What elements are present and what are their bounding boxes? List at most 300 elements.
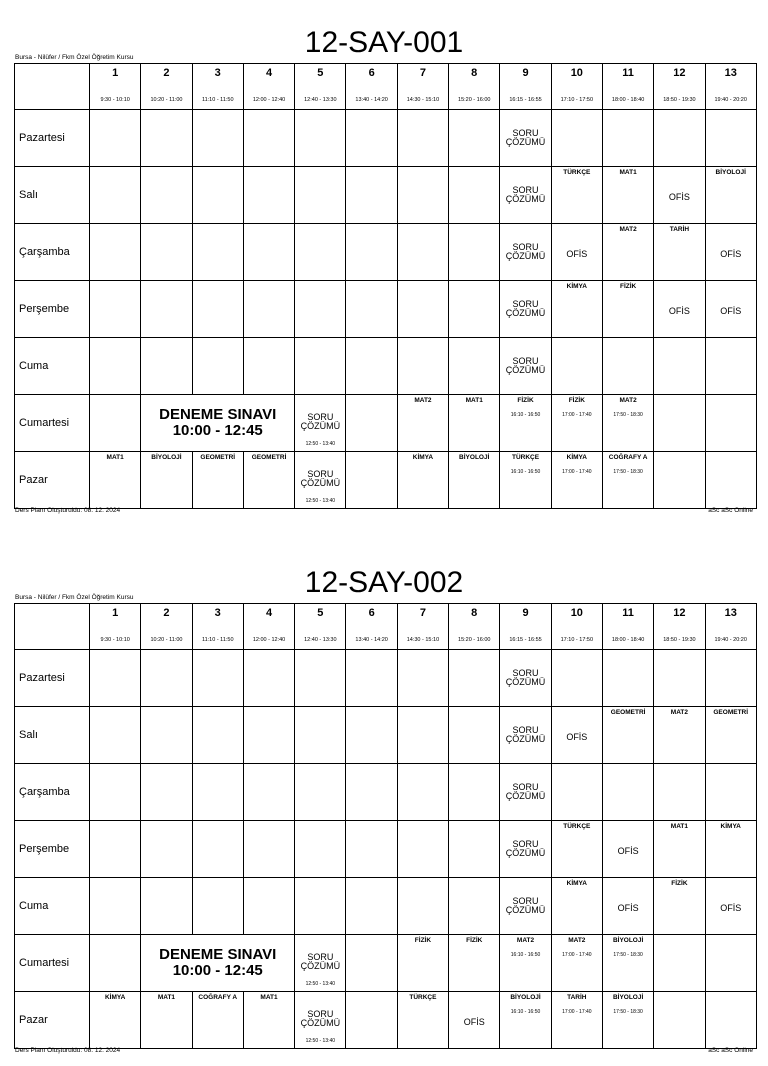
lesson-cell	[654, 878, 705, 935]
lesson-cell	[602, 281, 653, 338]
period-time: 13:40 - 14:20	[355, 637, 388, 643]
lesson-cell	[141, 992, 192, 1049]
soru-line2: ÇÖZÜMÜ	[300, 1018, 341, 1028]
day-row	[15, 707, 757, 764]
question-solving-label	[500, 243, 550, 261]
question-solving-label	[295, 470, 345, 488]
day-row	[15, 650, 757, 707]
day-label: Cuma	[15, 338, 90, 395]
period-number: 8	[471, 67, 478, 79]
lesson-cell	[346, 707, 397, 764]
period-time: 12:40 - 13:30	[304, 637, 337, 643]
lesson-cell	[346, 110, 397, 167]
period-header-row	[15, 604, 757, 650]
lesson-cell	[551, 452, 602, 509]
lesson-cell	[654, 395, 705, 452]
period-time: 10:20 - 11:00	[150, 97, 183, 103]
subject-label: KİMYA	[104, 994, 126, 1001]
period-number: 1	[112, 67, 119, 79]
period-header	[90, 64, 141, 110]
subject-time: 17:50 - 18:30	[613, 952, 643, 958]
lesson-cell	[192, 281, 243, 338]
period-number: 7	[419, 67, 426, 79]
period-number: 7	[419, 607, 426, 619]
lesson-cell	[243, 338, 294, 395]
lesson-cell	[295, 992, 346, 1049]
period-header	[500, 604, 551, 650]
period-time: 18:00 - 18:40	[611, 97, 645, 103]
question-solving-label	[295, 1010, 345, 1028]
period-header-row	[15, 64, 757, 110]
soru-line1: SORU	[512, 356, 539, 366]
lesson-cell	[500, 281, 551, 338]
lesson-cell	[449, 110, 500, 167]
period-header	[654, 604, 705, 650]
subject-label: MAT2	[568, 937, 586, 944]
office-label: OFİS	[463, 1017, 485, 1027]
soru-line1: SORU	[512, 725, 539, 735]
lesson-cell	[90, 878, 141, 935]
soru-line1: SORU	[307, 1009, 334, 1019]
office-label: OFİS	[720, 306, 742, 316]
subject-label: MAT1	[106, 454, 124, 461]
lesson-cell	[141, 224, 192, 281]
lesson-cell	[90, 935, 141, 992]
lesson-cell	[192, 992, 243, 1049]
lesson-cell	[500, 935, 551, 992]
day-label: Çarşamba	[15, 224, 90, 281]
subject-time: 17:50 - 18:30	[613, 412, 643, 418]
subject-label: KİMYA	[412, 454, 434, 461]
lesson-cell	[397, 452, 448, 509]
lesson-cell	[654, 707, 705, 764]
period-time: 15:20 - 16:00	[458, 97, 491, 103]
footer-created: Ders Planı Oluşturuldu: 08. 12. 2024	[15, 1047, 121, 1054]
day-row	[15, 764, 757, 821]
lesson-cell	[243, 224, 294, 281]
lesson-cell	[602, 992, 653, 1049]
subject-label: BİYOLOJİ	[151, 454, 182, 461]
lesson-cell	[346, 650, 397, 707]
lesson-cell	[295, 167, 346, 224]
period-number: 13	[724, 607, 737, 619]
office-label: OFİS	[668, 192, 690, 202]
period-time: 14:30 - 15:10	[406, 637, 440, 643]
lesson-cell	[500, 395, 551, 452]
lesson-cell	[654, 338, 705, 395]
subject-label: COĞRAFY A	[608, 454, 648, 461]
lesson-cell	[654, 935, 705, 992]
lesson-cell	[243, 821, 294, 878]
soru-line2: ÇÖZÜMÜ	[300, 961, 341, 971]
subject-label: BİYOLOJİ	[510, 994, 541, 1001]
subject-label: KİMYA	[720, 823, 741, 830]
period-number: 10	[570, 67, 583, 79]
lesson-cell	[602, 650, 653, 707]
lesson-cell	[705, 821, 756, 878]
exam-title: DENEME SINAVI	[159, 406, 277, 423]
lesson-cell	[90, 452, 141, 509]
period-header	[346, 604, 397, 650]
question-solving-label	[500, 300, 550, 318]
period-time: 12:00 - 12:40	[252, 97, 286, 103]
lesson-cell	[551, 764, 602, 821]
day-row	[15, 338, 757, 395]
lesson-cell	[449, 395, 500, 452]
lesson-cell	[192, 110, 243, 167]
lesson-cell	[192, 167, 243, 224]
soru-line2: ÇÖZÜMÜ	[505, 677, 546, 687]
lesson-cell	[397, 281, 448, 338]
organization-label: Bursa - Nilüfer / Fkm Özel Öğretim Kursu	[15, 594, 134, 601]
period-number: 3	[214, 607, 221, 619]
period-number: 6	[368, 607, 375, 619]
period-number: 9	[522, 607, 529, 619]
lesson-cell	[141, 650, 192, 707]
exam-title: DENEME SINAVI	[159, 946, 277, 963]
question-solving-label	[500, 783, 550, 801]
lesson-cell	[346, 821, 397, 878]
lesson-cell	[705, 650, 756, 707]
day-row	[15, 395, 757, 452]
period-time: 17:10 - 17:50	[560, 97, 594, 103]
day-row	[15, 935, 757, 992]
question-solving-label	[500, 129, 550, 147]
subject-label: MAT2	[619, 226, 637, 233]
soru-line1: SORU	[512, 896, 539, 906]
period-number: 1	[112, 607, 119, 619]
lesson-cell	[243, 992, 294, 1049]
office-label: OFİS	[668, 306, 690, 316]
period-header	[654, 64, 705, 110]
period-number: 12	[673, 67, 686, 79]
lesson-cell	[654, 650, 705, 707]
soru-line1: SORU	[307, 412, 334, 422]
exam-block	[141, 935, 295, 992]
lesson-cell	[346, 167, 397, 224]
lesson-cell	[295, 650, 346, 707]
subject-label: TÜRKÇE	[409, 994, 437, 1001]
subject-label: FİZİK	[619, 283, 637, 290]
soru-line1: SORU	[512, 128, 539, 138]
subject-label: BİYOLOJİ	[612, 994, 644, 1001]
lesson-cell	[500, 224, 551, 281]
lesson-cell	[397, 110, 448, 167]
question-solving-label	[500, 357, 550, 375]
question-solving-time: 12:50 - 13:40	[305, 981, 336, 987]
period-header	[397, 604, 448, 650]
lesson-cell	[141, 110, 192, 167]
lesson-cell	[141, 707, 192, 764]
period-header	[449, 604, 500, 650]
lesson-cell	[449, 764, 500, 821]
subject-time: 16:10 - 16:50	[510, 952, 541, 958]
lesson-cell	[551, 395, 602, 452]
subject-time: 16:10 - 16:50	[510, 412, 541, 418]
period-header	[551, 64, 602, 110]
lesson-cell	[654, 281, 705, 338]
period-number: 8	[471, 607, 478, 619]
lesson-cell	[602, 935, 653, 992]
lesson-cell	[551, 650, 602, 707]
lesson-cell	[295, 338, 346, 395]
office-label: OFİS	[720, 249, 742, 259]
lesson-cell	[346, 878, 397, 935]
lesson-cell	[602, 821, 653, 878]
soru-line2: ÇÖZÜMÜ	[505, 194, 546, 204]
lesson-cell	[551, 878, 602, 935]
lesson-cell	[141, 452, 192, 509]
soru-line2: ÇÖZÜMÜ	[505, 791, 546, 801]
footer-brand: aSc aSc Online	[708, 507, 753, 514]
lesson-cell	[654, 821, 705, 878]
soru-line1: SORU	[512, 242, 539, 252]
subject-label: GEOMETRİ	[713, 709, 749, 716]
subject-time: 17:00 - 17:40	[562, 412, 592, 418]
lesson-cell	[295, 707, 346, 764]
lesson-cell	[551, 707, 602, 764]
lesson-cell	[90, 821, 141, 878]
timetable-grid	[14, 63, 757, 509]
subject-label: FİZİK	[517, 397, 534, 404]
lesson-cell	[551, 110, 602, 167]
subject-label: TÜRKÇE	[563, 823, 591, 830]
lesson-cell	[705, 935, 756, 992]
lesson-cell	[243, 281, 294, 338]
subject-label: KİMYA	[566, 880, 587, 887]
lesson-cell	[500, 707, 551, 764]
period-number: 2	[163, 67, 170, 79]
lesson-cell	[500, 650, 551, 707]
footer-brand: aSc aSc Online	[708, 1047, 753, 1054]
subject-label: FİZİK	[414, 937, 432, 944]
period-time: 9:30 - 10:10	[100, 637, 130, 643]
lesson-cell	[295, 764, 346, 821]
exam-block	[141, 395, 295, 452]
lesson-cell	[295, 878, 346, 935]
timetable-section	[0, 566, 768, 1066]
period-header	[192, 64, 243, 110]
day-row	[15, 878, 757, 935]
day-label: Pazar	[15, 992, 90, 1049]
soru-line1: SORU	[307, 952, 334, 962]
lesson-cell	[295, 821, 346, 878]
lesson-cell	[90, 167, 141, 224]
lesson-cell	[90, 650, 141, 707]
day-label: Cumartesi	[15, 395, 90, 452]
day-label: Çarşamba	[15, 764, 90, 821]
lesson-cell	[295, 281, 346, 338]
timetable-title: 12-SAY-001	[304, 26, 464, 59]
subject-label: MAT2	[670, 709, 689, 716]
lesson-cell	[192, 821, 243, 878]
day-row	[15, 167, 757, 224]
period-time: 12:40 - 13:30	[304, 97, 337, 103]
lesson-cell	[654, 764, 705, 821]
timetable-section	[0, 26, 768, 526]
lesson-cell	[500, 764, 551, 821]
soru-line2: ÇÖZÜMÜ	[505, 365, 546, 375]
lesson-cell	[500, 110, 551, 167]
office-label: OFİS	[617, 903, 639, 913]
lesson-cell	[654, 452, 705, 509]
subject-label: COĞRAFY A	[198, 994, 238, 1001]
soru-line1: SORU	[512, 839, 539, 849]
subject-time: 17:50 - 18:30	[613, 469, 643, 475]
period-time: 9:30 - 10:10	[100, 97, 130, 103]
soru-line1: SORU	[307, 469, 334, 479]
lesson-cell	[243, 452, 294, 509]
lesson-cell	[295, 935, 346, 992]
lesson-cell	[449, 935, 500, 992]
subject-label: TÜRKÇE	[563, 169, 591, 176]
period-header	[397, 64, 448, 110]
lesson-cell	[295, 452, 346, 509]
question-solving-label	[295, 953, 345, 971]
soru-line1: SORU	[512, 782, 539, 792]
subject-label: BİYOLOJİ	[612, 937, 644, 944]
lesson-cell	[397, 764, 448, 821]
question-solving-label	[500, 669, 550, 687]
lesson-cell	[602, 707, 653, 764]
question-solving-label	[500, 840, 550, 858]
subject-label: MAT1	[260, 994, 278, 1001]
lesson-cell	[602, 395, 653, 452]
subject-label: MAT1	[619, 169, 637, 176]
lesson-cell	[141, 821, 192, 878]
subject-label: GEOMETRİ	[610, 709, 646, 716]
lesson-cell	[449, 281, 500, 338]
subject-label: GEOMETRİ	[251, 454, 287, 461]
lesson-cell	[90, 992, 141, 1049]
period-number: 2	[163, 607, 170, 619]
period-number: 5	[317, 607, 324, 619]
lesson-cell	[449, 338, 500, 395]
lesson-cell	[551, 821, 602, 878]
period-time: 19:40 - 20:20	[714, 97, 747, 103]
period-header	[192, 604, 243, 650]
lesson-cell	[346, 935, 397, 992]
subject-label: FİZİK	[466, 937, 483, 944]
lesson-cell	[500, 992, 551, 1049]
subject-time: 17:00 - 17:40	[562, 952, 592, 958]
period-header	[602, 604, 653, 650]
exam-time: 10:00 - 12:45	[172, 422, 263, 439]
period-number: 10	[570, 607, 583, 619]
lesson-cell	[705, 224, 756, 281]
lesson-cell	[705, 167, 756, 224]
lesson-cell	[192, 650, 243, 707]
lesson-cell	[705, 338, 756, 395]
lesson-cell	[243, 707, 294, 764]
period-number: 3	[214, 67, 221, 79]
soru-line2: ÇÖZÜMÜ	[505, 137, 546, 147]
office-label: OFİS	[566, 732, 588, 742]
day-row	[15, 452, 757, 509]
period-header	[295, 64, 346, 110]
lesson-cell	[90, 281, 141, 338]
lesson-cell	[397, 935, 448, 992]
lesson-cell	[602, 338, 653, 395]
lesson-cell	[551, 224, 602, 281]
period-number: 4	[265, 67, 273, 79]
office-label: OFİS	[617, 846, 639, 856]
lesson-cell	[192, 764, 243, 821]
lesson-cell	[346, 764, 397, 821]
lesson-cell	[705, 110, 756, 167]
period-time: 18:00 - 18:40	[611, 637, 645, 643]
organization-label: Bursa - Nilüfer / Fkm Özel Öğretim Kursu	[15, 54, 134, 61]
soru-line2: ÇÖZÜMÜ	[505, 848, 546, 858]
footer-created: Ders Planı Oluşturuldu: 08. 12. 2024	[15, 507, 121, 514]
day-label: Pazartesi	[15, 650, 90, 707]
lesson-cell	[90, 707, 141, 764]
lesson-cell	[243, 764, 294, 821]
period-number: 9	[522, 67, 529, 79]
day-label: Pazar	[15, 452, 90, 509]
lesson-cell	[500, 452, 551, 509]
period-time: 17:10 - 17:50	[560, 637, 594, 643]
question-solving-label	[500, 726, 550, 744]
subject-label: TÜRKÇE	[511, 454, 540, 461]
lesson-cell	[705, 764, 756, 821]
day-row	[15, 110, 757, 167]
period-time: 16:15 - 16:55	[509, 97, 542, 103]
corner-cell	[15, 64, 90, 110]
period-header	[295, 604, 346, 650]
period-header	[141, 604, 192, 650]
subject-label: MAT2	[414, 397, 432, 404]
lesson-cell	[705, 452, 756, 509]
day-label: Salı	[15, 167, 90, 224]
lesson-cell	[705, 992, 756, 1049]
soru-line2: ÇÖZÜMÜ	[505, 308, 546, 318]
lesson-cell	[551, 281, 602, 338]
subject-label: KİMYA	[566, 454, 587, 461]
subject-label: MAT2	[619, 397, 637, 404]
lesson-cell	[397, 650, 448, 707]
soru-line1: SORU	[512, 185, 539, 195]
lesson-cell	[654, 992, 705, 1049]
period-header	[243, 64, 294, 110]
lesson-cell	[705, 395, 756, 452]
lesson-cell	[397, 707, 448, 764]
day-row	[15, 821, 757, 878]
lesson-cell	[705, 281, 756, 338]
subject-label: TARİH	[567, 994, 587, 1001]
lesson-cell	[654, 224, 705, 281]
lesson-cell	[551, 167, 602, 224]
question-solving-label	[500, 186, 550, 204]
lesson-cell	[90, 110, 141, 167]
subject-label: GEOMETRİ	[200, 454, 236, 461]
lesson-cell	[192, 878, 243, 935]
lesson-cell	[192, 338, 243, 395]
day-label: Cumartesi	[15, 935, 90, 992]
soru-line2: ÇÖZÜMÜ	[505, 905, 546, 915]
lesson-cell	[500, 821, 551, 878]
exam-time: 10:00 - 12:45	[172, 962, 263, 979]
lesson-cell	[141, 281, 192, 338]
period-time: 18:50 - 19:30	[663, 97, 696, 103]
lesson-cell	[90, 764, 141, 821]
timetable-grid	[14, 603, 757, 1049]
period-number: 13	[724, 67, 737, 79]
lesson-cell	[551, 992, 602, 1049]
lesson-cell	[449, 224, 500, 281]
lesson-cell	[243, 110, 294, 167]
lesson-cell	[295, 395, 346, 452]
